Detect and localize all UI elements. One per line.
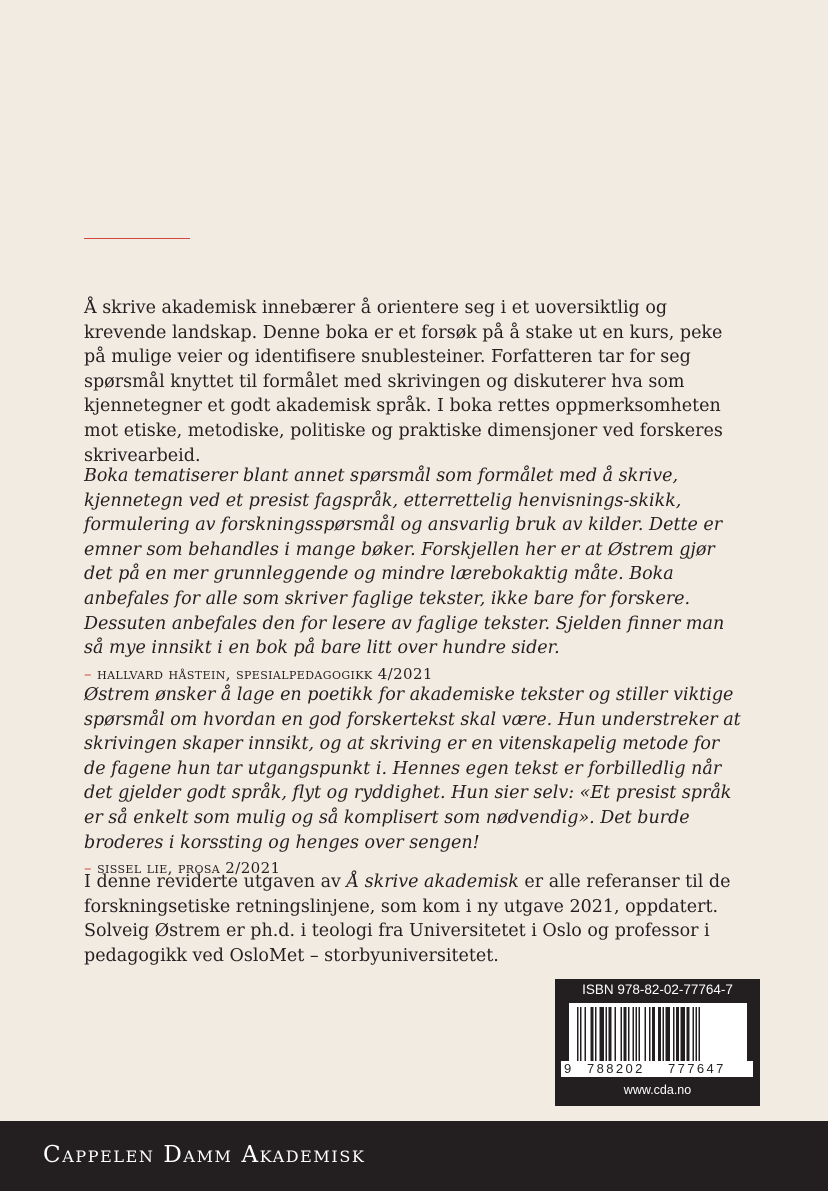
- publisher-footer: [0, 1121, 828, 1191]
- review-attribution: – hallvard håstein, spesialpedagogikk 4/2021: [84, 664, 433, 683]
- barcode-bar: [645, 1007, 647, 1063]
- review-quote-text: Boka tematiserer blant annet spørsmål som formålet med å skrive, kjennetegn ved et presist fagspråk, etterrettelig henvisnings-skikk, formulering av forskningsspørsmål og ansvarlig bruk av kilder. Dette er emner som behandles i mange bøker. Forskjellen her er at Østrem gjør det på en mer grunnleggende og mindre lærebokaktig måte. Boka anbefales for alle som skriver faglige tekster, ikke bare for forskere. Dessuten anbefales den for lesere av faglige tekster. Sjelden finner man så mye innsikt i en bok på bare litt over hundre sider.: [84, 466, 725, 659]
- barcode-bar: [658, 1007, 661, 1063]
- barcode-bar: [585, 1007, 587, 1063]
- barcode-bars: [569, 1003, 747, 1063]
- barcode-bar: [696, 1007, 698, 1063]
- barcode-bar: [600, 1007, 605, 1063]
- intro-paragraph: Å skrive akademisk innebærer å orientere seg i et uoversiktlig og krevende landskap. Denne boka er et forsøk på å stake ut en kurs, peke på mulige veier og identifisere snublesteiner. Forfatteren tar for seg spørsmål knyttet til formålet med skrivingen og diskuterer hva som kjennetegner et godt akademisk språk. I boka rettes oppmerksomheten mot etiske, metodiske, politiske og praktiske dimensjoner ved forskeres skrivearbeid.: [84, 298, 723, 466]
- barcode-bar: [676, 1007, 679, 1063]
- barcode-bar: [606, 1007, 608, 1063]
- review-source: hallvard håstein, spesialpedagogikk 4/2021: [97, 664, 433, 683]
- publisher-website: www.cda.no: [623, 1083, 692, 1097]
- review-source: sissel lie, prosa 2/2021: [97, 859, 281, 878]
- isbn-label: ISBN 978-82-02-77764-7: [582, 982, 733, 997]
- barcode: [569, 1003, 747, 1063]
- accent-rule: [84, 238, 190, 239]
- barcode-bar: [673, 1007, 675, 1063]
- barcode-bar: [628, 1007, 630, 1063]
- barcode-bar: [591, 1007, 594, 1063]
- barcode-bar: [624, 1007, 627, 1063]
- barcode-bar: [595, 1007, 597, 1063]
- barcode-bar: [681, 1007, 686, 1063]
- barcode-bar: [609, 1007, 612, 1063]
- review-quote-text: Østrem ønsker å lage en poetikk for akademiske tekster og stiller viktige spørsmål om hvordan en god forskertekst skal være. Hun understreker at skrivingen skaper innsikt, og at skriving er en vitenskapelig metode for de fagene hun tar utgangspunkt i. Hennes egen tekst er forbilledlig når det gjelder godt språk, flyt og ryddighet. Hun sier selv: «Et presist språk er så enkelt som mulig og så komplisert som nødvendig». Det burde broderes i korssting og henges over sengen!: [84, 685, 741, 853]
- barcode-digits: 9 788202 777647: [561, 1061, 753, 1077]
- barcode-bar: [639, 1007, 641, 1063]
- publisher-logo: Cappelen Damm Akademisk: [43, 1142, 366, 1168]
- barcode-bar: [693, 1007, 695, 1063]
- barcode-bar: [615, 1007, 617, 1063]
- book-title: Å skrive akademisk: [346, 872, 519, 892]
- barcode-bar: [687, 1007, 690, 1063]
- barcode-bar: [580, 1007, 582, 1063]
- review-quote-2: [84, 683, 744, 881]
- review-attribution: – sissel lie, prosa 2/2021: [84, 859, 281, 878]
- barcode-bar: [666, 1007, 671, 1063]
- review-quote-1: [84, 464, 744, 686]
- barcode-bar: [633, 1007, 635, 1063]
- barcode-bar: [621, 1007, 623, 1063]
- barcode-bar: [652, 1007, 655, 1063]
- barcode-bar: [577, 1007, 579, 1063]
- barcode-bar: [636, 1007, 638, 1063]
- closing-paragraph: I denne reviderte utgaven av Å skrive akademisk er alle referanser til de forskningsetiske retningslinjene, som kom i ny utgave 2021, oppdatert. Solveig Østrem er ph.d. i teologi fra Universitetet i Oslo og professor i pedagogikk ved OsloMet – storbyuniversitetet.: [84, 872, 731, 966]
- barcode-bar: [663, 1007, 665, 1063]
- barcode-bar: [649, 1007, 651, 1063]
- isbn-barcode-box: [555, 979, 760, 1106]
- barcode-bar: [699, 1007, 701, 1063]
